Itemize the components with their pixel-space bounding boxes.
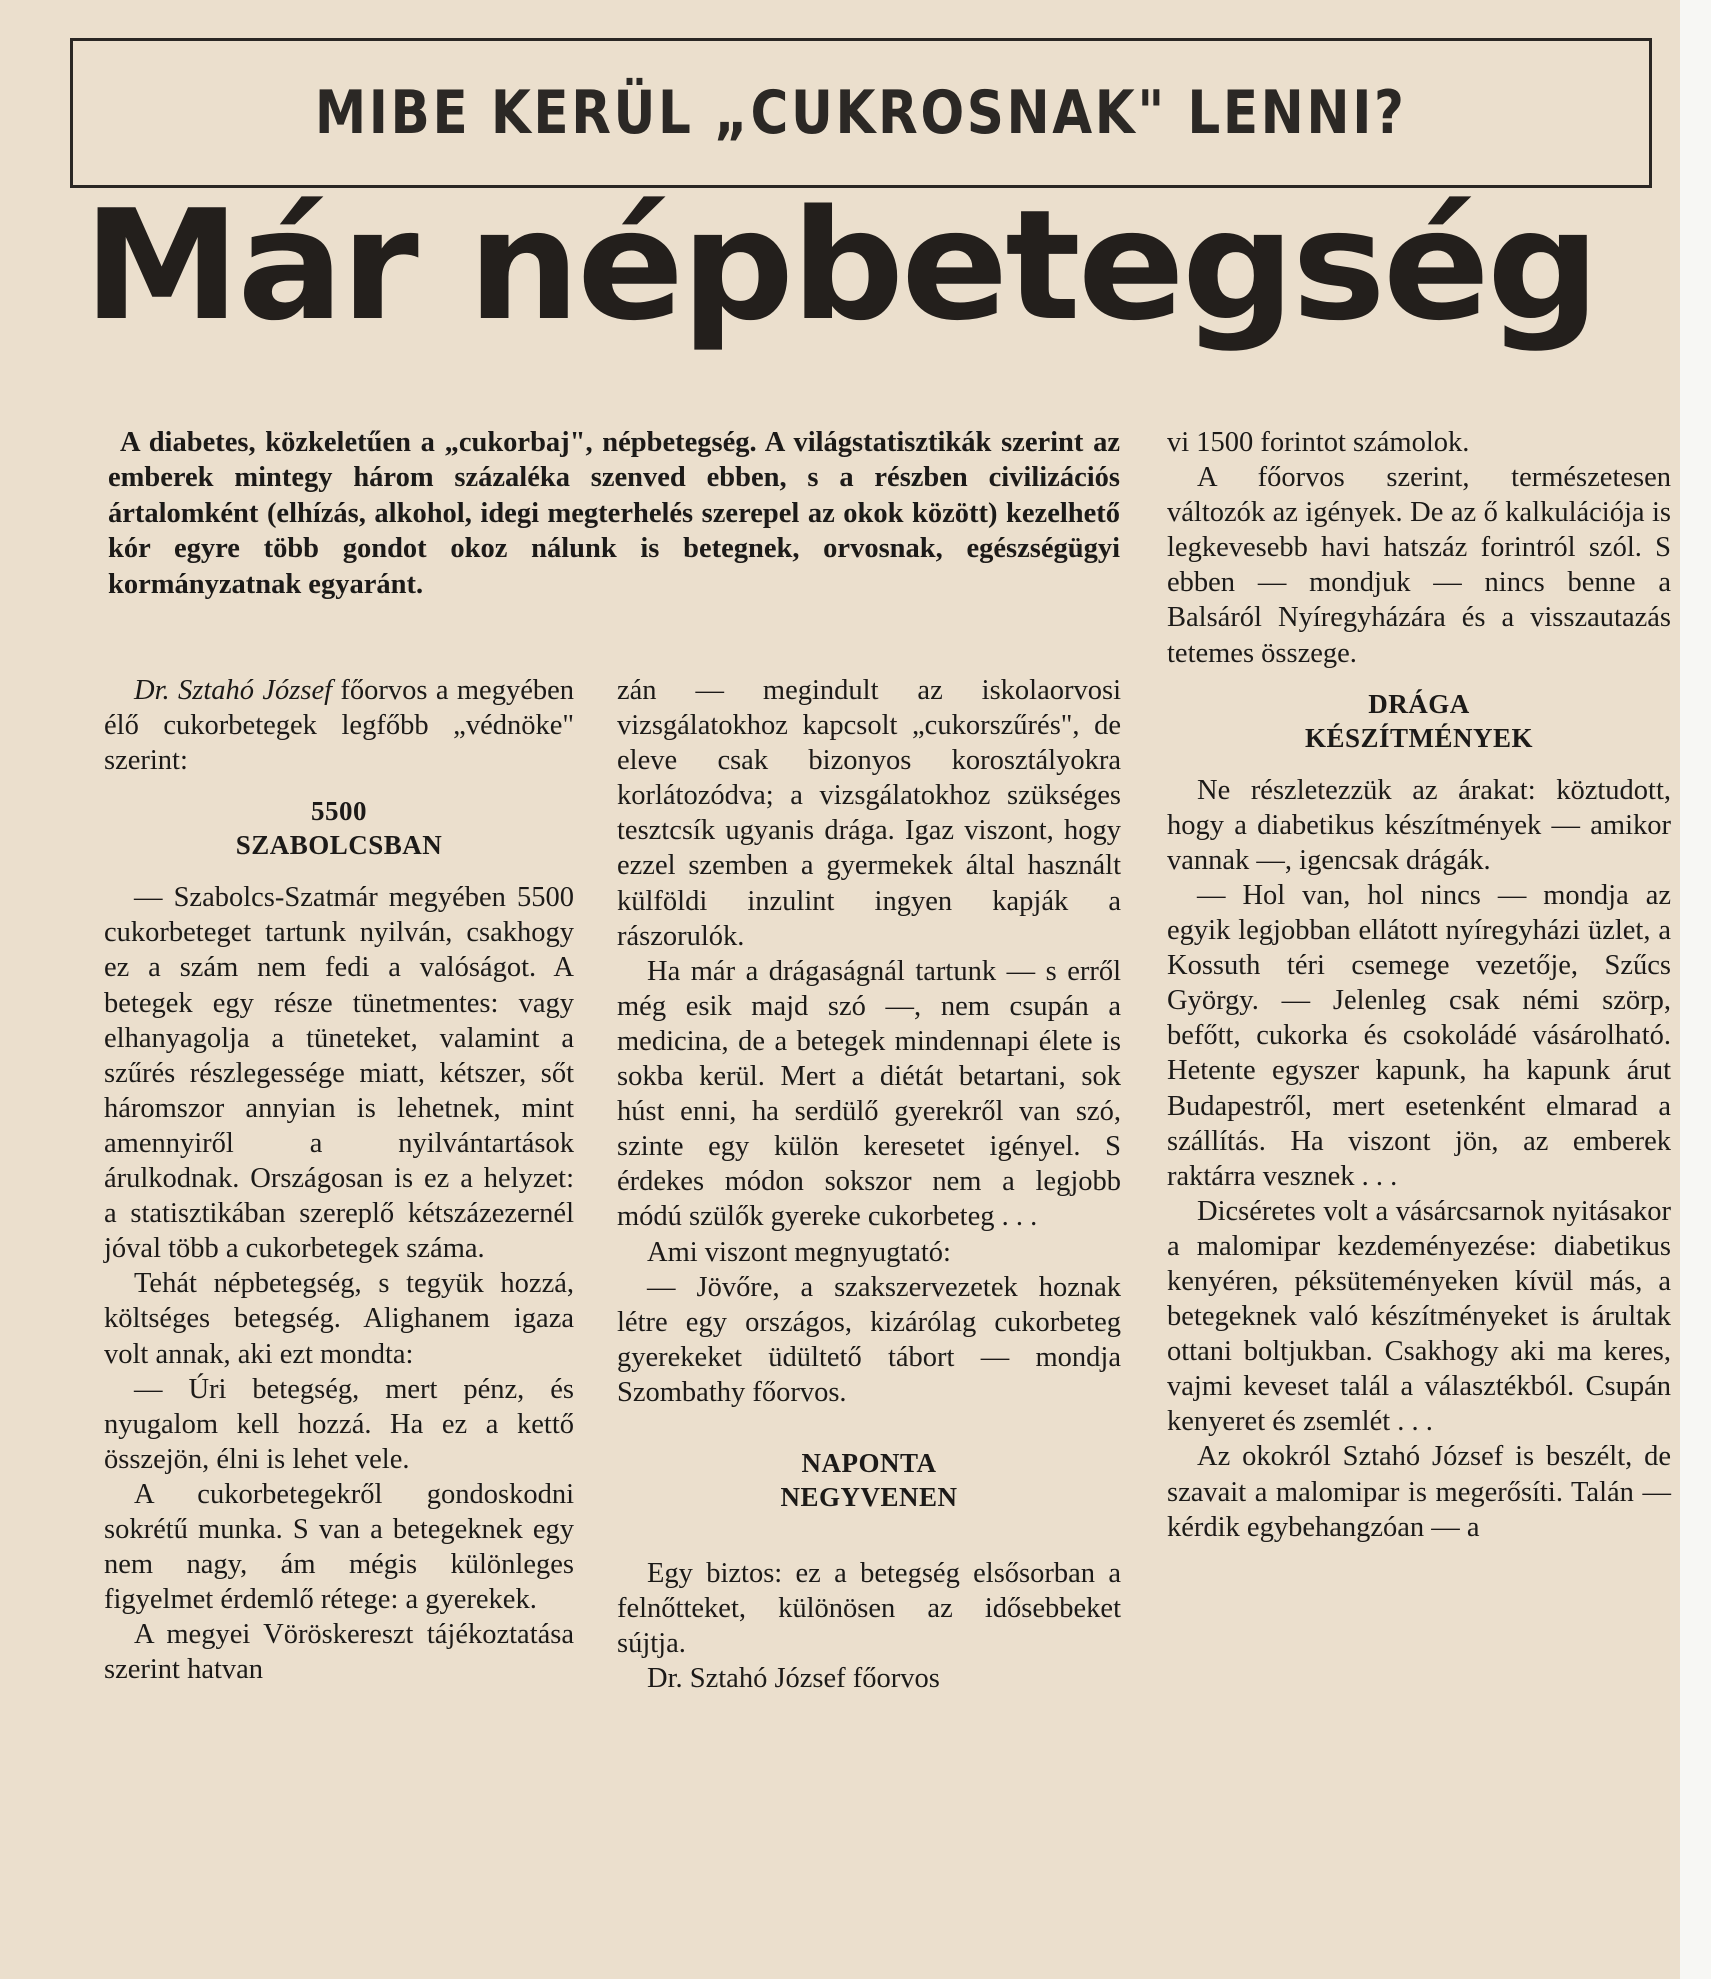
column-paragraph: — Szabolcs-Szatmár megyében 5500 cukorbeteget tartunk nyilván, csakhogy ez a szám nem fedi a valóságot. A betegek egy része tünetmentes: vagy elhanyagolja a tüneteket, valamint a szűrés részlegessége miatt, kétszer, sőt háromszor annyian is lehetnek, mint amennyiről a nyilvántartások árulkodnak. Országosan is ez a helyzet: a statisztikában szereplő kétszázezernél jóval több a cukorbetegek száma.: [104, 882, 574, 1265]
column-paragraph: [104, 673, 574, 778]
column-paragraph: A főorvos szerint, természetesen változók az igények. De az ő kalkulációja is legkevesebb havi hatszáz forintról szól. S ebben — mondjuk — nincs benne a Balsáról Nyíregyházára és a visszautazás tetemes összege.: [1167, 462, 1671, 669]
subheading: [104, 794, 574, 862]
clipping-bottom-edge: [0, 1962, 1680, 1979]
column-paragraph: — Jövőre, a szakszervezetek hoznak létre egy országos, kizárólag cukorbeteg gyerekeket üdültető tábort — mondja Szombathy főorvos.: [617, 1271, 1121, 1408]
kicker-frame: [70, 38, 1652, 188]
article-column-2: [617, 673, 1121, 1696]
paragraph-text: főorvos a megyében élő cukorbetegek legfőbb „védnöke" szerint:: [104, 675, 574, 777]
subheading-line: 5500: [311, 796, 367, 827]
column-paragraph: Az okokról Sztahó József is beszélt, de szavait a malomipar is megerősíti. Talán — kérdik egybehangzóan — a: [1167, 1441, 1671, 1543]
column-paragraph: zán — megindult az iskolaorvosi vizsgálatokhoz kapcsolt „cukorszűrés", de eleve csak bizonyos korosztályokra korlátozódva; a vizsgálatokhoz szükséges tesztcsík ugyanis drága. Igaz viszont, hogy ezzel szemben a gyermekek által használt külföldi inzulint ingyen kapják a rászorulók.: [617, 675, 1121, 952]
column-paragraph: A cukorbetegekről gondoskodni sokrétű munka. S van a betegeknek egy nem nagy, ám mégis különleges figyelmet érdemlő rétege: a gyerekek.: [104, 1478, 574, 1616]
subheading-line: NAPONTA: [801, 1447, 937, 1478]
column-paragraph: Ami viszont megnyugtató:: [647, 1236, 951, 1268]
subheading: [617, 1446, 1121, 1514]
column-paragraph: Dr. Sztahó József főorvos: [647, 1663, 940, 1695]
article-column-3: [1167, 425, 1671, 1545]
headline: Már népbetegség: [83, 177, 1597, 354]
column-paragraph: vi 1500 forintot számolok.: [1167, 427, 1470, 458]
kicker-title: MIBE KERÜL „CUKROSNAK" LENNI?: [315, 78, 1407, 148]
column-paragraph: Tehát népbetegség, s tegyük hozzá, költséges betegség. Alighanem igaza volt annak, aki ezt mondta:: [104, 1268, 574, 1370]
subheading-line: NEGYVENEN: [780, 1481, 958, 1512]
article-column-1: [104, 673, 574, 1687]
column-paragraph: Dicséretes volt a vásárcsarnok nyitásakor a malomipar kezdeményezése: diabetikus kenyéren, péksüteményeken kívül más, a betegeknek való készítményeket is árultak ottani boltjukban. Csakhogy aki ma keres, vajmi keveset talál a választékból. Csupán kenyeret és zsemlét . . .: [1167, 1195, 1671, 1438]
column-paragraph: A megyei Vöröskereszt tájékoztatása szerint hatvan: [104, 1619, 574, 1686]
column-paragraph: — Hol van, hol nincs — mondja az egyik legjobban ellátott nyíregyházi üzlet, a Kossuth téri csemege vezetője, Szűcs György. — Jelenleg csak némi szörp, befőtt, cukorka és csokoládé vásárolható. Hetente egyszer kapunk, ha kapunk árut Budapestről, mert esetenként elmarad a szállítás. Ha viszont jön, az emberek raktárra vesznek . . .: [1167, 879, 1671, 1192]
column-paragraph: Ne részletezzük az árakat: köztudott, hogy a diabetikus készítmények — amikor vannak —, igencsak drágák.: [1167, 774, 1671, 876]
subheading: [1167, 687, 1671, 755]
column-paragraph: — Úri betegség, mert pénz, és nyugalom kell hozzá. Ha ez a kettő összejön, élni is lehet vele.: [104, 1373, 574, 1475]
column-paragraph: Ha már a drágaságnál tartunk — s erről még esik majd szó —, nem csupán a medicina, de a betegek mindennapi élete is sokba kerül. Mert a diétát betartani, sok húst enni, ha serdülő gyerekről van szó, szinte egy külön keresetet igényel. S érdekes módon sokszor nem a legjobb módú szülők gyereke cukorbeteg . . .: [617, 955, 1121, 1233]
subheading-line: SZABOLCSBAN: [235, 830, 443, 861]
subheading-line: DRÁGA: [1368, 688, 1470, 719]
subheading-line: KÉSZÍTMÉNYEK: [1304, 722, 1534, 753]
column-paragraph: Egy biztos: ez a betegség elsősorban a felnőtteket, különösen az idősebbeket sújtja.: [617, 1557, 1121, 1660]
byline: Dr. Sztahó József: [134, 675, 333, 706]
lead-paragraph: A diabetes, közkeletűen a „cukorbaj", népbetegség. A világstatisztikák szerint az emberek mintegy három százaléka szenved ebben, s a részben civilizációs ártalomként (elhízás, alkohol, idegi megterhelés szerepel az okok között) kezelhető kór egyre több gondot okoz nálunk is betegnek, orvosnak, egészségügyi kormányzatnak egyaránt.: [108, 427, 1120, 600]
